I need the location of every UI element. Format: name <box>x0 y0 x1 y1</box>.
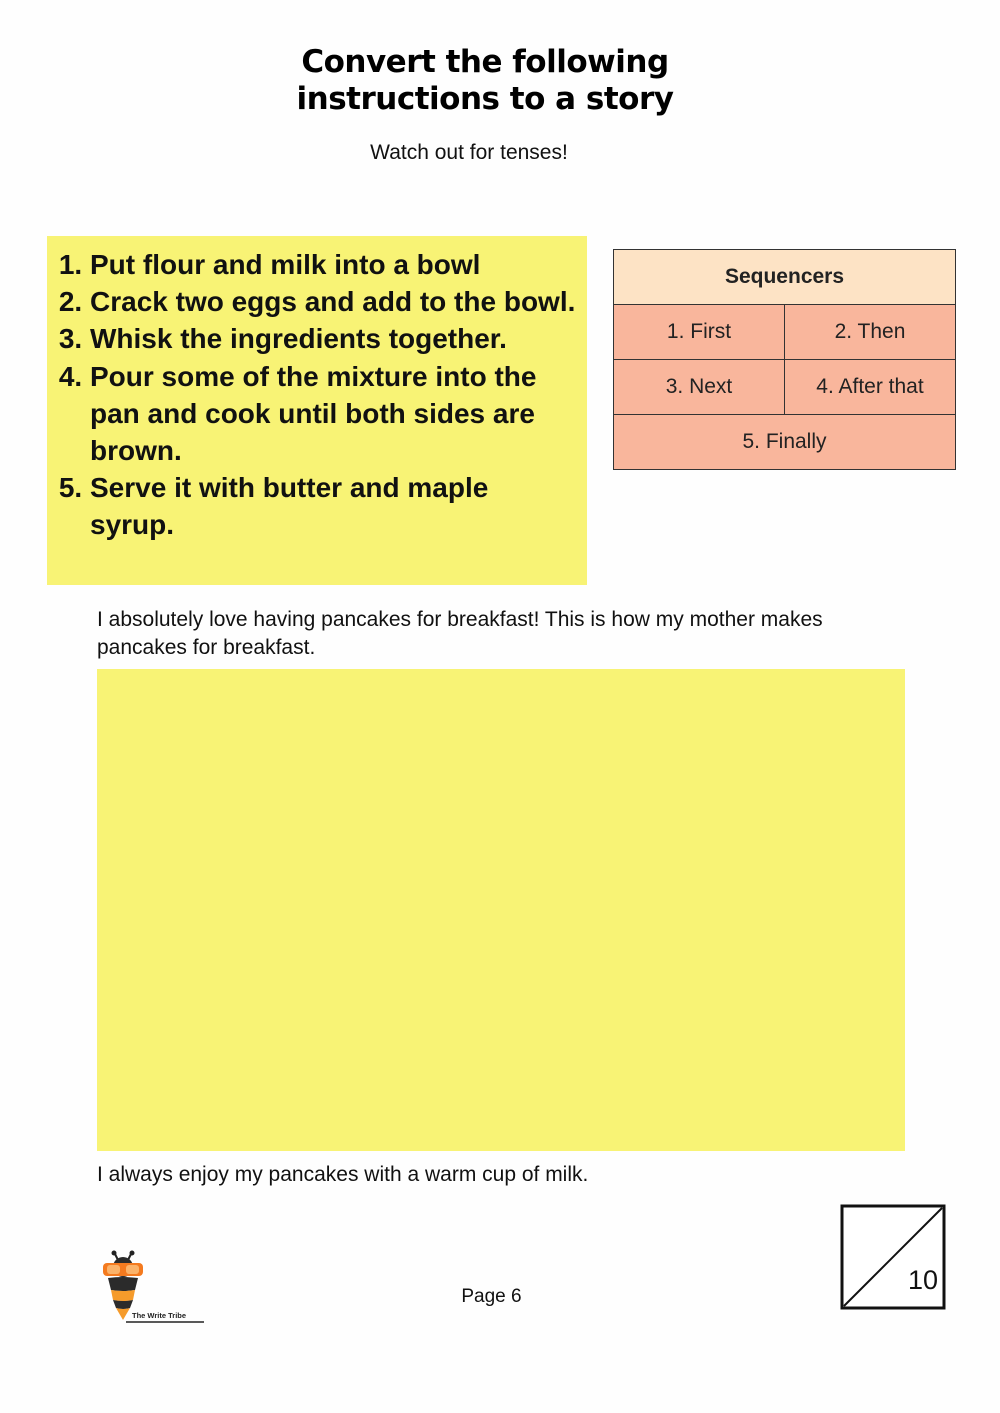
story-intro: I absolutely love having pancakes for breakfast! This is how my mother makes pancakes for breakfast. <box>97 608 823 659</box>
page-title <box>0 44 970 118</box>
story-answer-input[interactable] <box>97 669 905 1151</box>
max-score: 10 <box>907 1265 938 1295</box>
sequencer-finally: 5. Finally <box>614 415 956 470</box>
sequencer-first: 1. First <box>614 305 785 360</box>
instruction-item: 3. Whisk the ingredients together. <box>90 320 577 357</box>
score-box <box>840 1204 946 1310</box>
instruction-item: 1. Put flour and milk into a bowl <box>90 246 577 283</box>
instruction-item: 5. Serve it with butter and maple syrup. <box>90 469 577 543</box>
instruction-item: 2. Crack two eggs and add to the bowl. <box>90 283 577 320</box>
sequencers-table <box>613 249 956 470</box>
title-line-2: instructions to a story <box>296 81 674 117</box>
instruction-item: 4. Pour some of the mixture into the pan and cook until both sides are brown. <box>90 358 577 470</box>
story-closing: I always enjoy my pancakes with a warm cup of milk. <box>97 1163 589 1186</box>
sequencers-heading: Sequencers <box>614 250 956 305</box>
subtitle: Watch out for tenses! <box>370 141 568 164</box>
sequencer-then: 2. Then <box>785 305 956 360</box>
sequencer-next: 3. Next <box>614 360 785 415</box>
logo-text: The Write Tribe <box>132 1311 187 1320</box>
title-line-1: Convert the following <box>301 44 669 80</box>
instructions-list <box>57 246 577 544</box>
instructions-box <box>47 236 587 585</box>
sequencer-after-that: 4. After that <box>785 360 956 415</box>
page-number: Page 6 <box>461 1286 522 1307</box>
